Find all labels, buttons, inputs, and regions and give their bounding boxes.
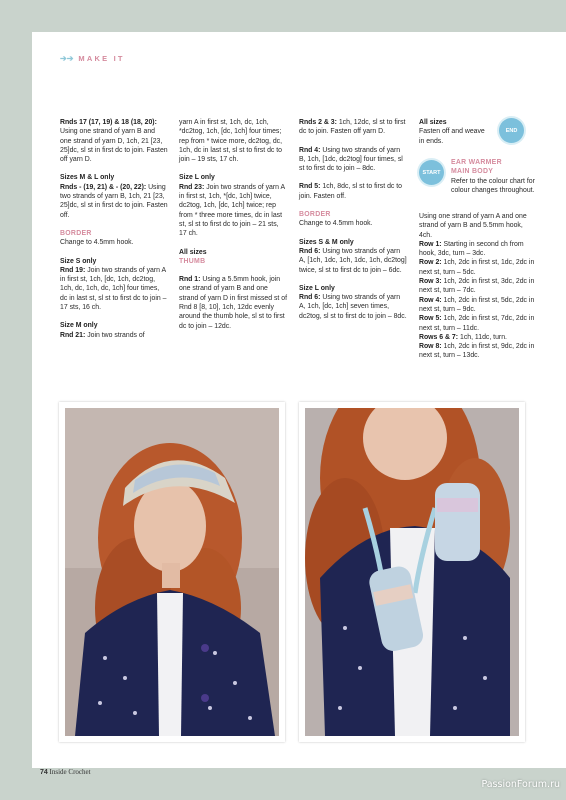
row-text: 1ch, 2dc in first st, 5dc, 2dc in next st, turn – 9dc.	[419, 296, 535, 313]
ear-warmer-section	[451, 158, 539, 195]
instruction-label: Rnd 1:	[179, 276, 201, 284]
fasten-text: Fasten off and weave in ends.	[419, 128, 485, 145]
pattern-paragraph	[60, 331, 168, 340]
row-text: 1ch, 2dc in first st, 7dc, 2dc in next st, turn – 11dc.	[419, 315, 535, 332]
ear-warmer-heading: EAR WARMER	[451, 159, 502, 166]
pattern-paragraph	[60, 229, 168, 248]
watermark: PassionForum.ru	[481, 779, 560, 790]
row-label: Rows 6 & 7:	[419, 333, 459, 341]
pattern-paragraph	[299, 247, 407, 275]
all-sizes-heading: All sizes	[419, 119, 447, 126]
pattern-paragraph	[299, 238, 407, 247]
row-label: Row 3:	[419, 278, 442, 286]
section-label: MAKE IT	[78, 54, 125, 63]
intro-text: Refer to the colour chart for colour changes throughout.	[451, 177, 535, 194]
pattern-paragraph	[60, 183, 168, 220]
main-body-heading: MAIN BODY	[451, 168, 494, 176]
page-number: 74	[40, 769, 48, 776]
subsection-heading: THUMB	[179, 257, 206, 265]
instruction-text: Change to 4.5mm hook.	[60, 239, 134, 247]
instruction-label: Rnd 6:	[299, 247, 321, 255]
double-arrow-icon: ➔➔	[60, 54, 74, 63]
instruction-label: Size M only	[60, 322, 98, 330]
pattern-paragraph	[299, 182, 407, 201]
row-instruction	[419, 296, 535, 315]
instruction-text: yarn A in first st, 1ch, dc, 1ch, *dc2tog, 1ch, [dc, 1ch] four times; rep from * twice more, dc2tog, dc, 1ch, dc in last st, sl st to first dc to join – 19 sts, 17 ch.	[179, 119, 283, 164]
instruction-text: 1ch, 12dc, sl st to first dc to join. Fasten off yarn D.	[299, 119, 406, 136]
instruction-label: Sizes M & L only	[60, 174, 115, 182]
instruction-text: Using one strand of yarn B and one strand of yarn D, 1ch, 21 [23, 25]dc, sl st in first dc to join. Fasten off yarn D.	[60, 128, 168, 164]
row-text: 1ch, 2dc in first st, 3dc, 2dc in next st, turn – 7dc.	[419, 278, 535, 295]
woman-headband-image	[65, 408, 279, 736]
row-label: Row 4:	[419, 296, 442, 304]
woman-mittens-image	[305, 408, 519, 736]
instruction-text: Using two strands of yarn A, 1ch, [dc, 1ch] seven times, dc2tog, sl st to first dc to join – 8dc.	[299, 294, 407, 320]
column-2	[179, 118, 287, 340]
instruction-label: Rnd 19:	[60, 266, 86, 274]
instruction-text: Using two strands of yarn A, [1ch, 1dc, 1ch, 1dc, 1ch, dc2tog] twice, sl st to first dc to join – 6dc.	[299, 247, 407, 274]
pattern-paragraph	[299, 146, 407, 174]
section-header	[60, 54, 125, 63]
pattern-paragraph	[179, 257, 287, 266]
instruction-label: All sizes	[179, 248, 207, 256]
pattern-paragraph	[179, 183, 287, 239]
column-1	[60, 118, 168, 349]
pattern-paragraph	[179, 173, 287, 182]
instruction-label: Sizes S & M only	[299, 238, 354, 246]
instruction-label: Rnds 17 (17, 19) & 18 (18, 20):	[60, 119, 157, 126]
pattern-paragraph	[299, 293, 407, 321]
instruction-text: Using a 5.5mm hook, join one strand of yarn B and one strand of yarn D in first missed st of Rnd 8 [8, 10], 1ch, 12dc evenly around the thumb hole, sl st to first dc to join – 12dc.	[179, 276, 287, 330]
end-badge: END	[499, 118, 524, 143]
pattern-paragraph	[299, 284, 407, 293]
instruction-label: Size L only	[299, 284, 335, 292]
row-text: 1ch, 11dc, turn.	[459, 333, 507, 341]
pattern-paragraph	[179, 275, 287, 331]
instruction-label: Rnds - (19, 21) & - (20, 22):	[60, 183, 147, 191]
magazine-page	[32, 32, 566, 768]
pattern-paragraph	[60, 173, 168, 182]
row-instruction	[419, 240, 535, 259]
pattern-paragraph	[299, 210, 407, 229]
instruction-label: Size S only	[60, 257, 97, 265]
instruction-label: Rnd 4:	[299, 146, 321, 154]
row-instruction	[419, 342, 535, 361]
instruction-label: Rnd 5:	[299, 183, 321, 191]
intro2-text: Using one strand of yarn A and one strand of yarn B and 5.5mm hook, 4ch.	[419, 213, 527, 239]
instruction-label: Rnd 23:	[179, 183, 205, 191]
subsection-heading: BORDER	[299, 211, 331, 219]
start-badge: START	[419, 160, 444, 185]
instruction-text: Using two strands of yarn B, 1ch, [1dc, dc2tog] four times, sl st to first dc to join – 8dc.	[299, 146, 403, 173]
row-label: Row 5:	[419, 315, 442, 323]
pattern-paragraph	[179, 118, 287, 164]
instruction-label: Rnd 21:	[60, 331, 86, 339]
instruction-label: Rnd 6:	[299, 294, 321, 302]
magazine-name: Inside Crochet	[49, 768, 91, 776]
row-label: Row 1:	[419, 240, 442, 248]
row-label: Row 8:	[419, 343, 442, 351]
instruction-text: Change to 4.5mm hook.	[299, 220, 373, 228]
photo-ear-warmer	[59, 402, 285, 742]
column-3	[299, 118, 407, 330]
instruction-label: Size L only	[179, 174, 215, 182]
page-footer	[40, 768, 91, 776]
pattern-paragraph	[179, 248, 287, 257]
instruction-text: Join two strands of yarn A in first st, 1ch, *[dc, 1ch] twice, dc2tog, 1ch, [dc, 1ch] twice; rep from * three more times, dc in last st, sl st to first dc to join – 21 sts, 17 ch.	[179, 183, 285, 238]
pattern-paragraph	[60, 266, 168, 312]
instruction-label: Rnds 2 & 3:	[299, 119, 337, 126]
pattern-paragraph	[60, 118, 168, 164]
instruction-text: Using two strands of yarn B, 1ch, 21 [23, 25]dc, sl st in first dc to join. Fasten off.	[60, 183, 168, 219]
row-text: Starting in second ch from hook, 3dc, turn – 3dc.	[419, 240, 524, 258]
row-text: 1ch, 2dc in first st, 1dc, 2dc in next st, turn – 5dc.	[419, 259, 535, 276]
subsection-heading: BORDER	[60, 229, 92, 237]
row-text: 1ch, 2dc in first st, 9dc, 2dc in next st, turn – 13dc.	[419, 343, 535, 360]
instruction-text: Join two strands of yarn A in first st, 1ch, [dc, 1ch, dc2tog, 1ch, dc, 1ch, dc, 1ch] four times, dc in last st, sl st to first dc to join – 17 sts, 16 ch.	[60, 266, 167, 312]
row-instruction	[419, 333, 535, 342]
row-instruction	[419, 277, 535, 296]
pattern-paragraph	[60, 321, 168, 330]
row-instruction	[419, 314, 535, 333]
pattern-paragraph	[299, 118, 407, 137]
pattern-paragraph	[60, 257, 168, 266]
instruction-text: 1ch, 8dc, sl st to first dc to join. Fasten off.	[299, 183, 403, 200]
ear-warmer-rows	[419, 212, 535, 361]
row-label: Row 2:	[419, 259, 442, 267]
row-instruction	[419, 258, 535, 277]
instruction-text: Join two strands of	[87, 331, 145, 339]
photo-mittens	[299, 402, 525, 742]
